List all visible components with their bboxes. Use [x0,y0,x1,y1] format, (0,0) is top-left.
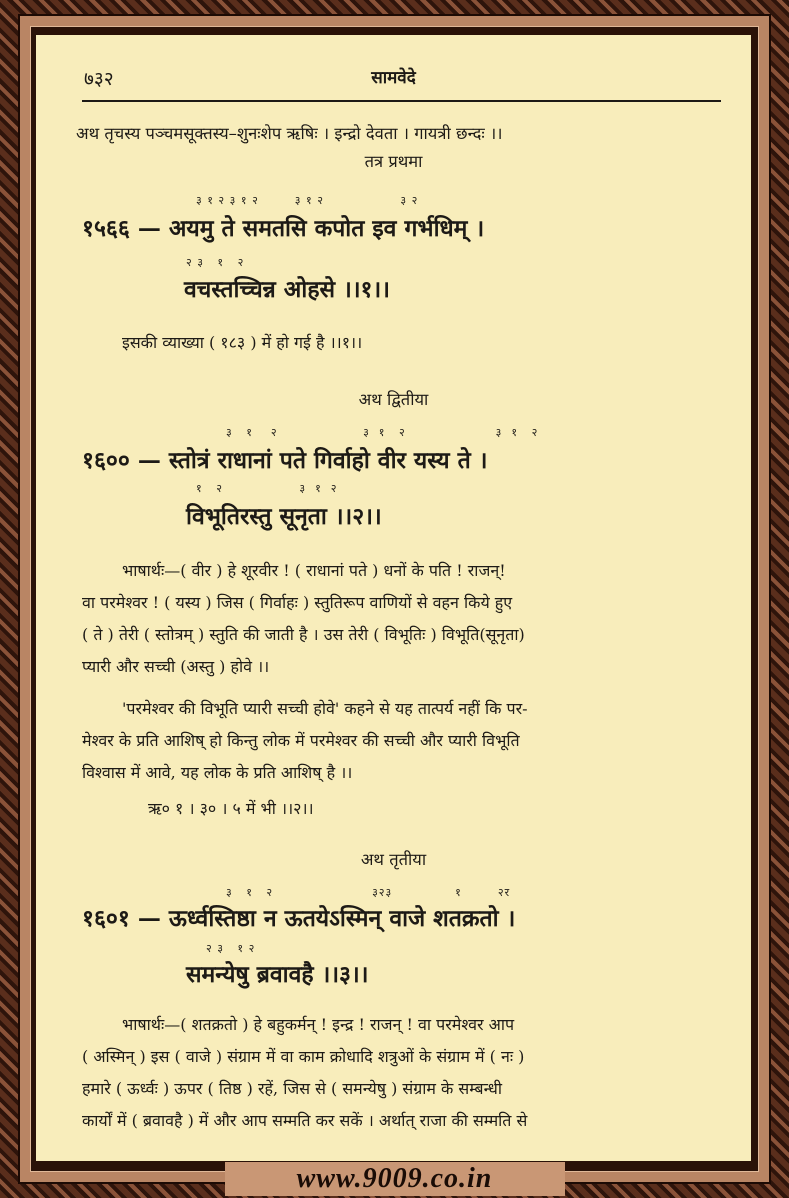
verse3-bhashartha-line4: कार्यों में ( ब्रवावहै ) में और आप सम्मति कर सकें । अर्थात् राजा की सम्मति से [82,1111,528,1130]
verse2-para-line3: विश्वास में आवे, यह लोक के प्रति आशिष् है ।। [82,763,353,782]
verse-1601-line1: १६०१ — ऊर्ध्वस्तिष्ठा न ऊतयेऽस्मिन् वाजे शतक्रतो । [82,905,516,932]
verse1-line2-accent-marks: २ ३ १ २ [186,256,245,269]
page-title: सामवेदे [371,68,416,88]
verse-1600-line2: विभूतिरस्तु सूनृता ।।२।। [186,503,382,530]
verse2-bhashartha-line2: वा परमेश्वर ! ( यस्य ) जिस ( गिर्वाहः ) स्तुतिरूप वाणियों से वहन किये हुए [82,593,513,612]
verse-1599-line1: १५६६ — अयमु ते समतसि कपोत इव गर्भधिम् । [82,215,485,242]
page-header [36,59,751,89]
verse2-bhashartha-line3: ( ते ) तेरी ( स्तोत्रम् ) स्तुति की जाती है । उस तेरी ( विभूतिः ) विभूति(सूनृता) [82,625,525,644]
verse2-reference: ऋ० १ । ३० । ५ में भी ।।२।। [148,799,314,818]
sukta-intro: अथ तृचस्य पञ्चमसूक्तस्य–शुनःशेप ऋषिः । इन्द्रो देवता । गायत्री छन्दः ।। [76,124,503,143]
verse2-bhashartha-line1: भाषार्थः—( वीर ) हे शूरवीर ! ( राधानां पते ) धनों के पति ! राजन्! [122,561,506,580]
verse3-bhashartha-line2: ( अस्मिन् ) इस ( वाजे ) संग्राम में वा काम क्रोधादि शत्रुओं के संग्राम में ( नः ) [82,1047,525,1066]
footer-url: www.9009.co.in [296,1163,493,1194]
verse2-bhashartha-line4: प्यारी और सच्ची (अस्तु ) होवे ।। [82,657,270,676]
verse2-heading: अथ द्वितीया [358,390,429,409]
verse-1601-line2: समन्येषु ब्रवावहै ।।३।। [186,961,369,988]
header-rule [82,100,721,102]
verse3-bhashartha-line3: हमारे ( ऊर्ध्वः ) ऊपर ( तिष्ठ ) रहें, जिस से ( समन्येषु ) संग्राम के सम्बन्धी [82,1079,502,1098]
verse3-bhashartha-line1: भाषार्थः—( शतक्रतो ) हे बहुकर्मन् ! इन्द्र ! राजन् ! वा परमेश्वर आप [122,1015,515,1034]
verse2-para-line2: मेश्वर के प्रति आशिष् हो किन्तु लोक में परमेश्वर की सच्ची और प्यारी विभूति [82,731,520,750]
verse3-line2-accent-marks: २ ३ १ २ [206,942,256,955]
page-number: ७३२ [84,68,114,90]
verse2-line2-accent-marks: १ २ ३ १ २ [196,482,338,495]
verse1-accent-marks: ३ १ २ ३ १ २ ३ १ २ ३ २ [196,194,419,207]
verse1-heading: तत्र प्रथमा [364,152,423,171]
verse2-accent-marks: ३ १ २ ३ १ २ ३ १ २ [226,426,539,439]
verse3-heading: अथ तृतीया [360,850,427,869]
verse-1599-line2: वचस्तच्चिन्न ओहसे ।।१।। [184,276,390,303]
scripture-page [36,35,751,1161]
verse2-para-line1: 'परमेश्वर की विभूति प्यारी सच्ची होवे' कहने से यह तात्पर्य नहीं कि पर- [122,699,528,718]
verse3-accent-marks: ३ १ २ ३२३ १ २र [226,886,511,899]
verse-1600-line1: १६०० — स्तोत्रं राधानां पते गिर्वाहो वीर यस्य ते । [82,447,488,474]
verse1-note: इसकी व्याख्या ( १८३ ) में हो गई है ।।१।। [122,333,363,352]
